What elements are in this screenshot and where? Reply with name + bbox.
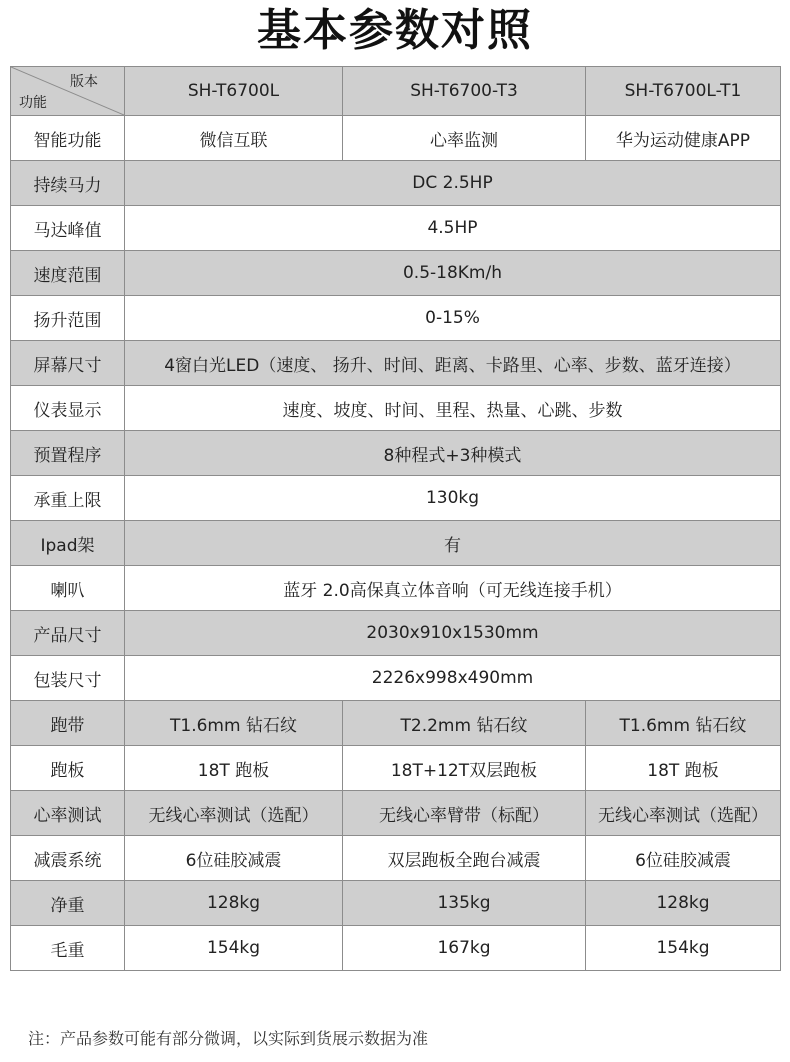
row-label: 毛重 (11, 926, 125, 971)
model-header: SH-T6700L (125, 67, 343, 116)
value-cell: 心率监测 (343, 116, 586, 161)
shared-value-cell: 2030x910x1530mm (125, 611, 781, 656)
row-label: 智能功能 (11, 116, 125, 161)
row-label: 预置程序 (11, 431, 125, 476)
footnote: 注：产品参数可能有部分微调，以实际到货展示数据为准 (28, 1029, 429, 1048)
row-label: 马达峰值 (11, 206, 125, 251)
row-label: 心率测试 (11, 791, 125, 836)
value-cell: 双层跑板全跑台减震 (343, 836, 586, 881)
corner-version-label: 版本 (70, 74, 98, 90)
table-row (11, 611, 781, 656)
value-cell: 无线心率臂带（标配） (343, 791, 586, 836)
table-row (11, 296, 781, 341)
value-cell: 6位硅胶减震 (125, 836, 343, 881)
shared-value-cell: 速度、坡度、时间、里程、热量、心跳、步数 (125, 386, 781, 431)
value-cell: 微信互联 (125, 116, 343, 161)
row-label: 仪表显示 (11, 386, 125, 431)
table-row (11, 161, 781, 206)
row-label: 减震系统 (11, 836, 125, 881)
value-cell: T2.2mm 钻石纹 (343, 701, 586, 746)
value-cell: 无线心率测试（选配） (586, 791, 781, 836)
corner-function-label: 功能 (19, 95, 47, 111)
shared-value-cell: 130kg (125, 476, 781, 521)
spec-comparison-table (10, 66, 781, 971)
table-row (11, 656, 781, 701)
shared-value-cell: 0-15% (125, 296, 781, 341)
row-label: 包装尺寸 (11, 656, 125, 701)
value-cell: T1.6mm 钻石纹 (586, 701, 781, 746)
shared-value-cell: 2226x998x490mm (125, 656, 781, 701)
value-cell: 18T 跑板 (586, 746, 781, 791)
value-cell: 18T 跑板 (125, 746, 343, 791)
row-label: 产品尺寸 (11, 611, 125, 656)
value-cell: 无线心率测试（选配） (125, 791, 343, 836)
row-label: 跑板 (11, 746, 125, 791)
value-cell: 154kg (125, 926, 343, 971)
value-cell: 135kg (343, 881, 586, 926)
shared-value-cell: 4窗白光LED（速度、 扬升、时间、距离、卡路里、心率、步数、蓝牙连接） (125, 341, 781, 386)
table-row (11, 881, 781, 926)
table-row (11, 836, 781, 881)
value-cell: 18T+12T双层跑板 (343, 746, 586, 791)
value-cell: T1.6mm 钻石纹 (125, 701, 343, 746)
value-cell: 6位硅胶减震 (586, 836, 781, 881)
table-row (11, 386, 781, 431)
value-cell: 华为运动健康APP (586, 116, 781, 161)
row-label: 扬升范围 (11, 296, 125, 341)
page-title: 基本参数对照 (257, 5, 533, 56)
header-row (11, 67, 781, 116)
row-label: 屏幕尺寸 (11, 341, 125, 386)
model-header: SH-T6700L-T1 (586, 67, 781, 116)
value-cell: 128kg (125, 881, 343, 926)
table-row (11, 476, 781, 521)
value-cell: 128kg (586, 881, 781, 926)
table-row (11, 431, 781, 476)
shared-value-cell: 0.5-18Km/h (125, 251, 781, 296)
row-label: 承重上限 (11, 476, 125, 521)
row-label: 跑带 (11, 701, 125, 746)
table-row (11, 341, 781, 386)
table-row (11, 566, 781, 611)
row-label: 净重 (11, 881, 125, 926)
shared-value-cell: DC 2.5HP (125, 161, 781, 206)
table-row (11, 116, 781, 161)
table-row (11, 206, 781, 251)
table-row (11, 521, 781, 566)
table-row (11, 701, 781, 746)
shared-value-cell: 4.5HP (125, 206, 781, 251)
row-label: 喇叭 (11, 566, 125, 611)
value-cell: 167kg (343, 926, 586, 971)
row-label: 速度范围 (11, 251, 125, 296)
table-row (11, 251, 781, 296)
shared-value-cell: 有 (125, 521, 781, 566)
model-header: SH-T6700-T3 (343, 67, 586, 116)
table-row (11, 791, 781, 836)
corner-header-cell (11, 67, 125, 116)
table-row (11, 746, 781, 791)
shared-value-cell: 8种程式+3种模式 (125, 431, 781, 476)
row-label: Ipad架 (11, 521, 125, 566)
shared-value-cell: 蓝牙 2.0高保真立体音响（可无线连接手机） (125, 566, 781, 611)
table-row (11, 926, 781, 971)
row-label: 持续马力 (11, 161, 125, 206)
value-cell: 154kg (586, 926, 781, 971)
